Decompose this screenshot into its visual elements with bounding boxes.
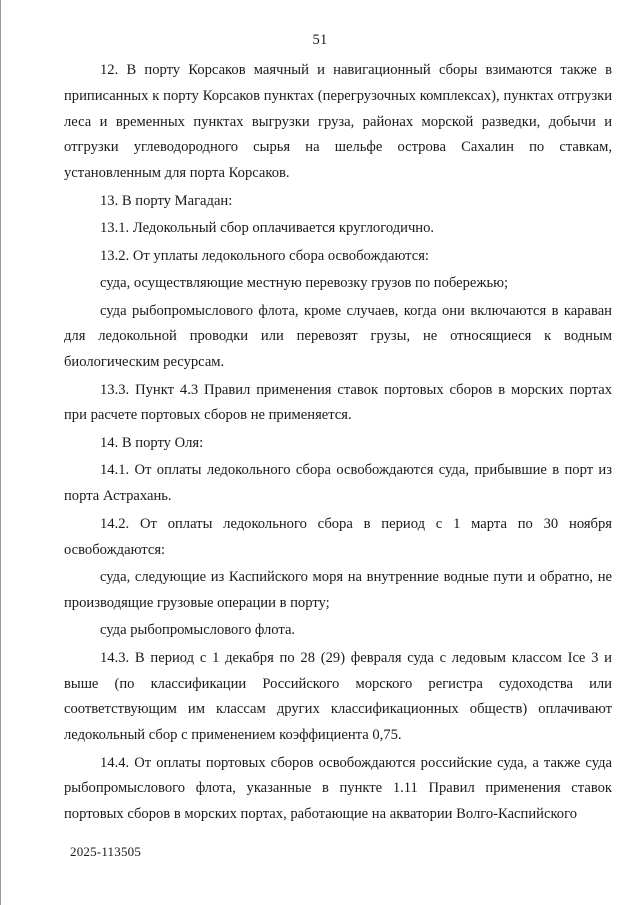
paragraph-14-3: 14.3. В период с 1 декабря по 28 (29) февраля суда с ледовым классом Ice 3 и выше (по классификации Российского морского регистра судоходства или соответствующим им классам других классификационных обществ) оплачивают ледокольный сбор с применением коэффициента 0,75. [64,649,612,744]
paragraph-14-2-item-2: суда рыбопромыслового флота. [100,622,296,639]
paragraph-14-1: 14.1. От оплаты ледокольного сбора освобождаются суда, прибывшие в порт из порта Астрахань. [64,462,612,505]
paragraph-14-2-item-1: суда, следующие из Каспийского моря на внутренние водные пути и обратно, не производящие грузовые операции в порту; [64,569,612,611]
paragraph-13-3: 13.3. Пункт 4.3 Правил применения ставок портовых сборов в морских портах при расчете портовых сборов не применяется. [64,381,612,424]
page-number: 51 [312,32,328,48]
paragraph-14-4: 14.4. От оплаты портовых сборов освобождаются российские суда, а также суда рыбопромыслового флота, указанные в пункте 1.11 Правил применения ставок портовых сборов в морских портах, работающие на акватории Волго-Каспийского [64,754,612,823]
scan-edge-line [0,0,1,905]
paragraph-13-2: 13.2. От уплаты ледокольного сбора освобождаются: [100,247,429,264]
paragraph-13-1: 13.1. Ледокольный сбор оплачивается круглогодично. [100,220,435,237]
paragraph-14: 14. В порту Оля: [100,434,204,451]
paragraph-13-2-item-2: суда рыбопромыслового флота, кроме случаев, когда они включаются в караван для ледокольной проводки или перевозят грузы, не относящиеся к водным биологическим ресурсам. [64,302,612,371]
paragraph-12: 12. В порту Корсаков маячный и навигационный сборы взимаются также в приписанных к порту Корсаков пунктах (перегрузочных комплексах), пунктах отгрузки леса и временных пунктах выгрузки груза, районах морской разведки, добычи и отгрузки углеводородного сырья на шельфе острова Сахалин по ставкам, установленным для порта Корсаков. [64,62,612,182]
document-id: 2025-113505 [70,844,142,859]
paragraph-14-2: 14.2. От оплаты ледокольного сбора в период с 1 марта по 30 ноября освобождаются: [64,515,612,558]
paragraph-13: 13. В порту Магадан: [100,192,233,209]
paragraph-13-2-item-1: суда, осуществляющие местную перевозку грузов по побережью; [100,275,509,292]
document-body [64,58,612,828]
